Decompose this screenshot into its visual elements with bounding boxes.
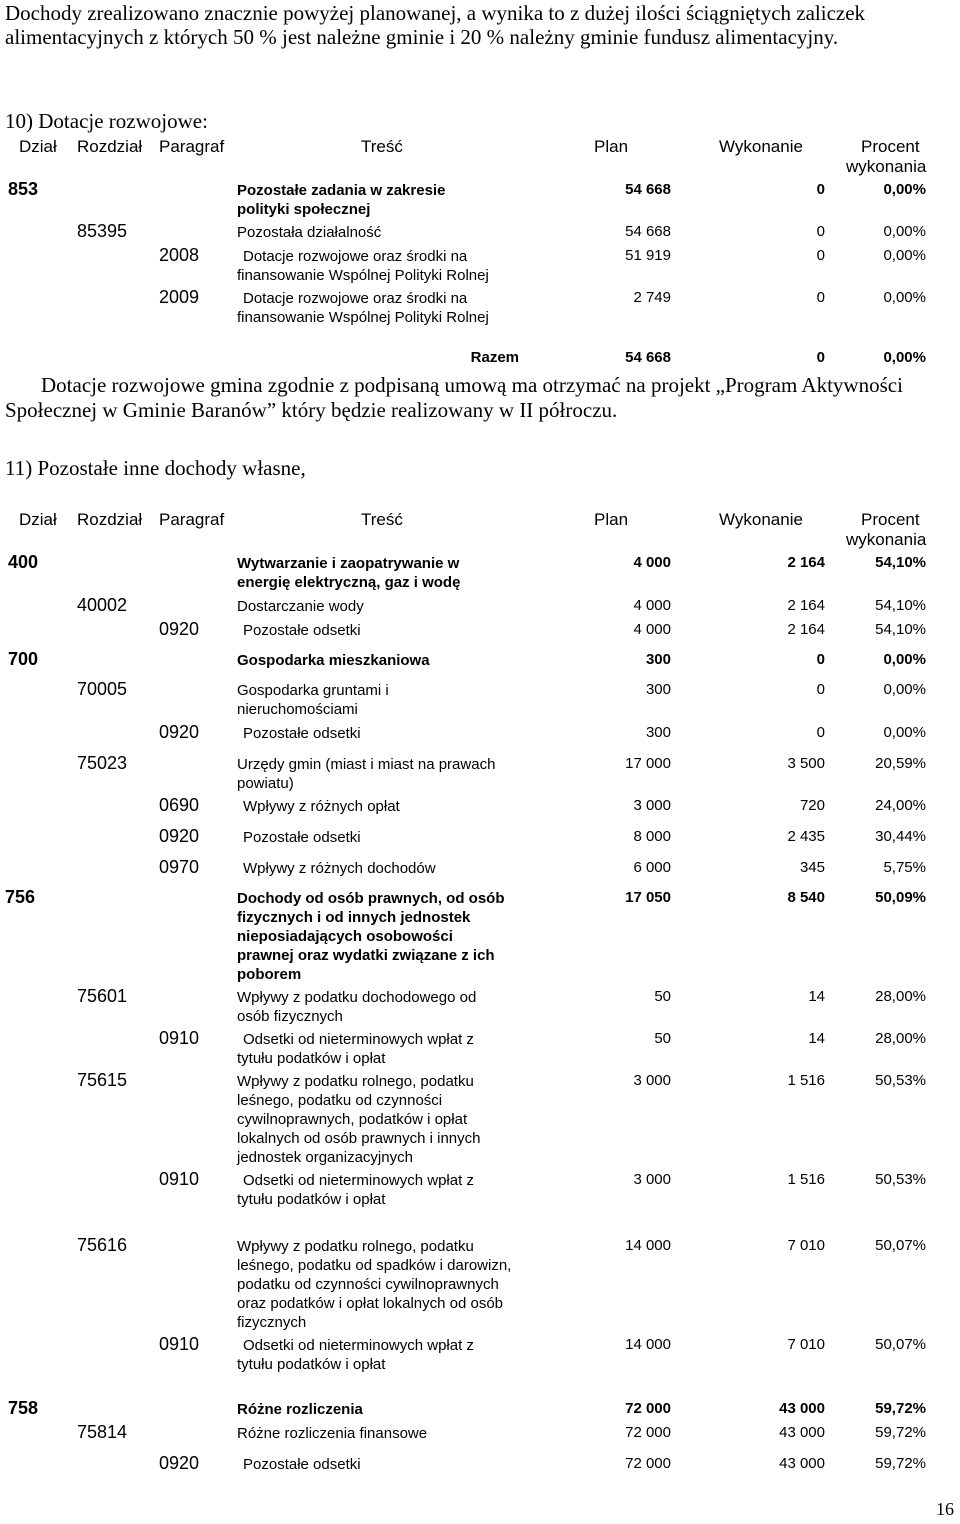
row-code: 0690 [159,795,200,815]
intro-paragraph: Dochody zrealizowano znacznie powyżej planowanej, a wynika to z dużej ilości ściągniętych zaliczek alimentacyjnych z których 50 % jest należne gminie i 20 % należny gminie fundusz alimentacyjny. [5,1,866,49]
row-code: 0920 [159,722,200,742]
row-code: 0910 [159,1334,200,1354]
row-name: Wytwarzanie i zaopatrywanie w energię elektryczną, gaz i wodę [237,555,461,591]
header-rozdzial: Rozdział [77,137,143,156]
row-code: 75615 [77,1070,128,1090]
row-proc: 50,07% [875,1336,926,1353]
row-plan: 3 000 [633,1171,671,1188]
row-plan: 14 000 [625,1336,671,1353]
row-code: 0920 [159,826,200,846]
row-wyk: 2 164 [787,597,825,614]
row-proc: 0,00% [883,651,926,668]
header-rozdzial: Rozdział [77,510,143,529]
row-plan: 6 000 [633,859,671,876]
header-procent-2: wykonania [846,157,927,176]
row-plan: 4 000 [633,554,671,571]
row-name: Gospodarka gruntami i nieruchomościami [237,682,389,718]
row-proc: 0,00% [883,724,926,741]
header-paragraf: Paragraf [159,137,225,156]
row-code: 2008 [159,245,200,265]
row-code: 2009 [159,287,200,307]
header-plan: Plan [594,137,629,156]
page-number: 16 [936,1499,954,1519]
row-wyk: 7 010 [787,1336,825,1353]
row-plan: 300 [645,724,671,741]
row-name: Dostarczanie wody [237,598,364,615]
row-wyk: 0 [816,289,825,306]
row-wyk: 0 [816,724,825,741]
row-plan: 72 000 [625,1455,671,1472]
row-proc: 30,44% [875,828,926,845]
row-name: Pozostałe odsetki [243,725,361,742]
row-wyk: 1 516 [787,1171,825,1188]
row-proc: 50,09% [875,889,926,906]
row-name: Wpływy z podatku dochodowego od osób fizycznych [237,989,477,1025]
row-proc: 54,10% [875,597,926,614]
row-wyk: 3 500 [787,755,825,772]
header-procent: Procent [861,137,920,156]
row-proc: 54,10% [875,621,926,638]
row-proc: 50,07% [875,1237,926,1254]
header-wykonanie: Wykonanie [719,137,803,156]
row-name: Różne rozliczenia finansowe [237,1425,428,1442]
row-code: 0920 [159,1453,200,1473]
row-name: Dotacje rozwojowe oraz środki na finansowanie Wspólnej Polityki Rolnej [237,248,489,284]
row-name: Dotacje rozwojowe oraz środki na finansowanie Wspólnej Polityki Rolnej [237,290,489,326]
row-code: 0910 [159,1169,200,1189]
row-code: 75601 [77,986,128,1006]
row-proc: 0,00% [883,247,926,264]
row-wyk: 43 000 [779,1455,825,1472]
total-wyk: 0 [816,349,825,366]
row-wyk: 8 540 [787,889,825,906]
row-wyk: 0 [816,651,825,668]
row-wyk: 0 [816,247,825,264]
row-name: Różne rozliczenia [237,1401,363,1418]
row-code: 0920 [159,619,200,639]
row-name: Urzędy gmin (miast i miast na prawach powiatu) [237,756,496,792]
section11-heading: 11) Pozostałe inne dochody własne, [5,456,306,480]
row-name: Pozostałe odsetki [243,1456,361,1473]
row-name: Pozostała działalność [237,224,382,241]
row-wyk: 14 [808,988,825,1005]
row-plan: 3 000 [633,797,671,814]
row-plan: 72 000 [625,1400,671,1417]
row-proc: 0,00% [883,289,926,306]
row-proc: 24,00% [875,797,926,814]
row-code: 758 [8,1398,39,1418]
row-code: 75023 [77,753,128,773]
row-wyk: 1 516 [787,1072,825,1089]
row-proc: 59,72% [875,1400,926,1417]
row-name: Odsetki od nieterminowych wpłat z tytułu podatków i opłat [237,1031,474,1067]
row-plan: 300 [645,681,671,698]
row-wyk: 43 000 [779,1400,825,1417]
row-proc: 54,10% [875,554,926,571]
row-plan: 8 000 [633,828,671,845]
row-wyk: 0 [816,223,825,240]
row-name: Gospodarka mieszkaniowa [237,652,430,669]
row-plan: 2 749 [633,289,671,306]
row-code: 400 [8,552,39,572]
row-plan: 72 000 [625,1424,671,1441]
total-plan: 54 668 [625,349,671,366]
row-code: 0970 [159,857,200,877]
row-proc: 28,00% [875,1030,926,1047]
header-procent-2: wykonania [846,530,927,549]
row-wyk: 2 164 [787,621,825,638]
header-tresc: Treść [361,137,403,156]
row-plan: 17 000 [625,755,671,772]
row-plan: 54 668 [625,181,671,198]
row-proc: 50,53% [875,1171,926,1188]
row-plan: 50 [654,1030,671,1047]
row-wyk: 345 [799,859,825,876]
row-code: 70005 [77,679,128,699]
row-plan: 3 000 [633,1072,671,1089]
row-proc: 59,72% [875,1424,926,1441]
row-name: Pozostałe odsetki [243,829,361,846]
row-proc: 20,59% [875,755,926,772]
section10-note: Dotacje rozwojowe gmina zgodnie z podpisaną umową ma otrzymać na projekt „Program Aktywności Społecznej w Gminie Baranów” który będzie realizowany w II półroczu. [5,373,903,422]
row-name: Pozostałe odsetki [243,622,361,639]
row-wyk: 43 000 [779,1424,825,1441]
header-wykonanie: Wykonanie [719,510,803,529]
row-code: 85395 [77,221,128,241]
row-wyk: 7 010 [787,1237,825,1254]
header-tresc: Treść [361,510,403,529]
row-proc: 28,00% [875,988,926,1005]
total-label: Razem [470,349,519,366]
total-proc: 0,00% [883,349,926,366]
row-wyk: 0 [816,181,825,198]
row-plan: 4 000 [633,621,671,638]
header-procent: Procent [861,510,920,529]
row-code: 700 [8,649,39,669]
section10-heading: 10) Dotacje rozwojowe: [5,109,208,133]
row-wyk: 2 164 [787,554,825,571]
row-wyk: 720 [799,797,825,814]
row-proc: 59,72% [875,1455,926,1472]
row-proc: 0,00% [883,181,926,198]
row-plan: 14 000 [625,1237,671,1254]
row-proc: 0,00% [883,681,926,698]
row-plan: 17 050 [625,889,671,906]
row-code: 40002 [77,595,128,615]
row-code: 853 [8,179,39,199]
header-dzial: Dział [19,137,57,156]
header-paragraf: Paragraf [159,510,225,529]
row-name: Wpływy z podatku rolnego, podatku leśnego, podatku od spadków i darowizn, podatku od czynności cywilnoprawnych oraz podatków i opłat lokalnych od osób fizycznych [237,1238,512,1331]
row-name: Dochody od osób prawnych, od osób fizycznych i od innych jednostek nieposiadających osobowości prawnej oraz wydatki związane z ich poborem [237,890,505,983]
row-code: 0910 [159,1028,200,1048]
row-code: 75616 [77,1235,128,1255]
header-plan: Plan [594,510,629,529]
row-wyk: 2 435 [787,828,825,845]
row-plan: 50 [654,988,671,1005]
header-dzial: Dział [19,510,57,529]
row-name: Wpływy z różnych dochodów [243,860,436,877]
row-proc: 5,75% [883,859,926,876]
row-wyk: 0 [816,681,825,698]
row-plan: 4 000 [633,597,671,614]
row-name: Pozostałe zadania w zakresie polityki społecznej [237,182,446,218]
row-plan: 300 [645,651,671,668]
row-wyk: 14 [808,1030,825,1047]
row-name: Wpływy z różnych opłat [243,798,400,815]
row-code: 75814 [77,1422,128,1442]
row-proc: 0,00% [883,223,926,240]
row-proc: 50,53% [875,1072,926,1089]
row-name: Wpływy z podatku rolnego, podatku leśnego, podatku od czynności cywilnoprawnych, podatków i opłat lokalnych od osób prawnych i innych jednostek organizacyjnych [237,1073,481,1166]
row-name: Odsetki od nieterminowych wpłat z tytułu podatków i opłat [237,1172,474,1208]
row-plan: 51 919 [625,247,671,264]
row-code: 756 [5,887,36,907]
row-plan: 54 668 [625,223,671,240]
row-name: Odsetki od nieterminowych wpłat z tytułu podatków i opłat [237,1337,474,1373]
